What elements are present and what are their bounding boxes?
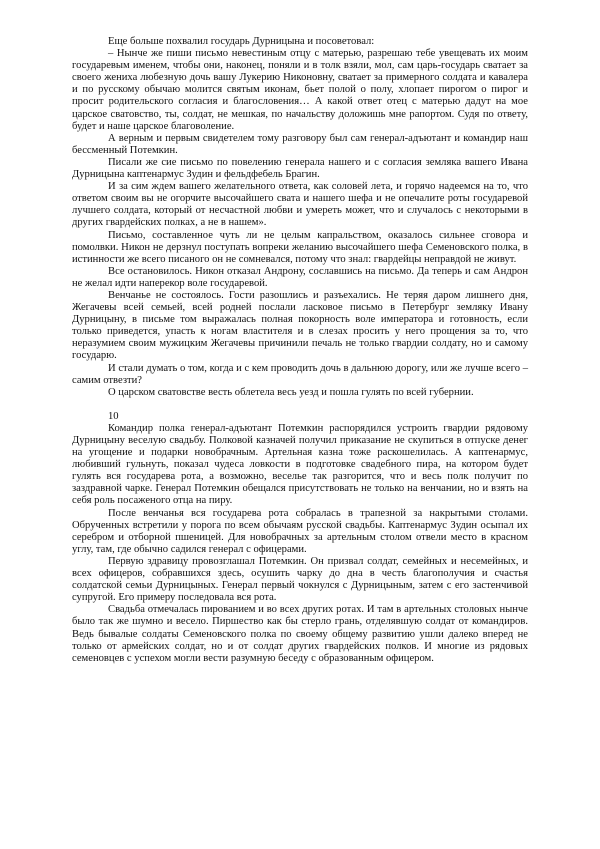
paragraph: Письмо, составленное чуть ли не целым капральством, оказалось сильнее сговора и помолвки. Никон не дерзнул поступать вопреки желанию высочайшего шефа Семеновского полка, в истинности же всего писаного он не сомневался, потому что знал: гвардейцы неправдой не живут. [72,229,528,265]
chapter-number: 10 [108,410,119,422]
paragraph: – Нынче же пиши письмо невестиным отцу с матерью, разрешаю тебе увещевать их моим государевым именем, чтобы они, наконец, поняли и в толк взяли, мол, сам царь-государь сватает за своего жениха любезную дочь вашу Лукерию Никоновну, сватает за примерного солдата и кавалера и по русскому обычаю молится святым иконам, бьет полой о полу, хлопает пирогом о пирог и просит родительского согласия и благословения… А какой ответ отец с матерью дадут на мое царское сватовство, ты, солдат, не мешкая, по начальству доложишь мне рапортом. Судя по ответу, будет и наше царское благоволение. [72,48,528,132]
paragraph: А верным и первым свидетелем тому разговору был сам генерал-адъютант и командир наш бессменный Потемкин. [72,132,528,156]
paragraph: Венчанье не состоялось. Гости разошлись и разъехались. Не теряя даром лишнего дня, Жегачевы всей семьей, всей родней послали ласковое письмо в Петербург земляку Ивану Дурницыну, в письме том выражалась полная покорность воле императора и готовность, если только приведется, упасть к ногам властителя и в слезах просить у него прощения за то, что неразумием своим мужицким Жегачевы причинили печаль не только гвардии солдату, но и самому государю. [72,289,528,362]
document-page [72,36,528,665]
paragraph: Первую здравицу провозглашал Потемкин. Он призвал солдат, семейных и несемейных, и всех офицеров, собравшихся здесь, осушить чарку до дна в честь благополучия и счастья солдатской семьи Дурницыных. Генерал первый чокнулся с Дурницыным, затем с его застенчивой супругой. Его примеру последовала вся рота. [72,555,528,604]
paragraph: Свадьба отмечалась пированием и во всех других ротах. И там в артельных столовых нынче было так же шумно и весело. Пиршество как бы стерло грань, отделявшую солдат от командиров. Ведь бывалые солдаты Семеновского полка по своему общему развитию ушли далеко вперед не только от армейских солдат, но и от солдат других гвардейских полков. И многие из рядовых семеновцев с успехом могли вести разумную беседу с образованным офицером. [72,604,528,664]
paragraph: И стали думать о том, когда и с кем проводить дочь в дальнюю дорогу, или же лучше всего – самим отвезти? [72,362,528,386]
paragraph: Еще больше похвалил государь Дурницына и посоветовал: [108,36,375,47]
paragraph: О царском сватовстве весть облетела весь уезд и пошла гулять по всей губернии. [108,386,474,398]
paragraph: Командир полка генерал-адъютант Потемкин распорядился устроить гвардии рядовому Дурницыну веселую свадьбу. Полковой казначей получил приказание не скупиться в отпуске денег на угощение и подарки новобрачным. Артельная казна тоже раскошелилась. А каптенармус, любивший гульнуть, показал чудеса ловкости в подготовке свадебного пира, на котором будет гулять вся государева рота, а возможно, веселье так разгорится, что и весь полк получит по заздравной чарке. Генерал Потемкин обещался присутствовать не только на венчании, но и взять на себя роль посаженого отца на пиру. [72,422,528,507]
paragraph: Все остановилось. Никон отказал Андрону, сославшись на письмо. Да теперь и сам Андрон не желал идти наперекор воле государевой. [72,265,528,289]
paragraph: После венчанья вся государева рота собралась в трапезной за накрытыми столами. Обрученных встретили у порога по всем обычаям русской свадьбы. Каптенармус Зудин осыпал их серебром и отборной пшеницей. Для новобрачных за артельным столом отвели место в красном углу, там, где обычно садился генерал с офицерами. [72,507,528,555]
paragraph: И за сим ждем вашего желательного ответа, как соловей лета, и горячо надеемся на то, что ответом своим вы не огорчите высочайшего свата и нашего шефа и не опечалите роты государевой лучшего солдата, который от несчастной любви и умереть может, что и случалось с некоторыми в других гвардейских полках, а не в нашем». [72,181,528,229]
chapter-heading [72,411,528,423]
paragraph: Писали же сие письмо по повелению генерала нашего и с согласия земляка вашего Ивана Дурницына каптенармус Зудин и фельдфебель Брагин. [72,156,528,181]
